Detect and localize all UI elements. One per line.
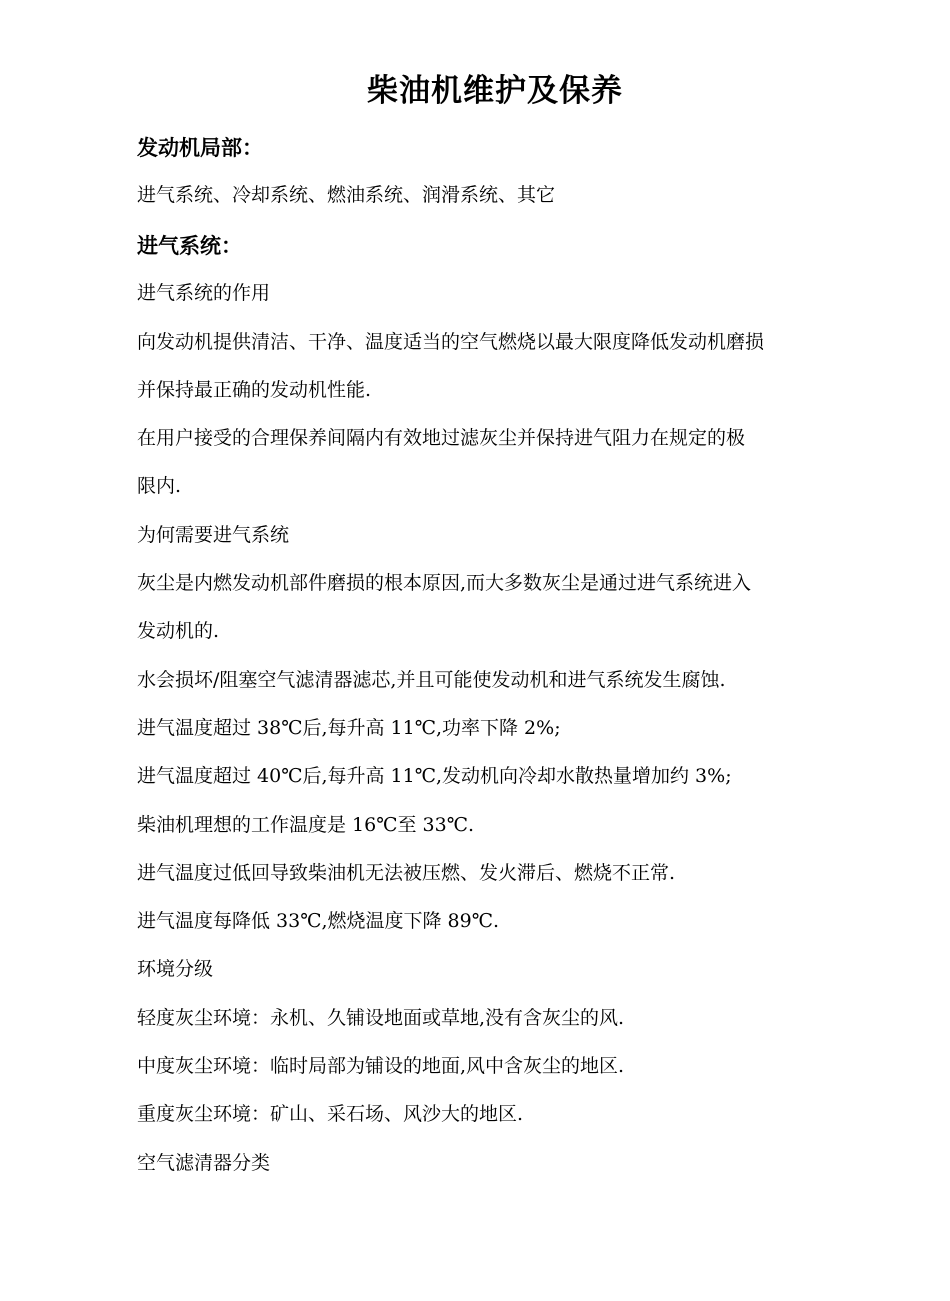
paragraph-line: 进气温度过低回导致柴油机无法被压燃、发火滞后、燃烧不正常. xyxy=(137,861,676,884)
paragraph-line: 进气温度每降低 33℃,燃烧温度下降 89℃. xyxy=(137,910,500,933)
paragraph-line: 环境分级 xyxy=(137,958,214,981)
page-title: 柴油机维护及保养 xyxy=(367,73,623,109)
paragraph-line: 并保持最正确的发动机性能. xyxy=(137,378,372,401)
paragraph-line: 进气系统、冷却系统、燃油系统、润滑系统、其它 xyxy=(137,184,556,206)
paragraph-line: 中度灰尘环境：临时局部为铺设的地面,风中含灰尘的地区. xyxy=(137,1055,625,1078)
paragraph-line: 在用户接受的合理保养间隔内有效地过滤灰尘并保持进气阻力在规定的极 xyxy=(137,427,746,450)
section-heading-intake-system: 进气系统： xyxy=(137,234,242,259)
paragraph-line: 灰尘是内燃发动机部件磨损的根本原因,而大多数灰尘是通过进气系统进入 xyxy=(137,572,752,595)
paragraph-line: 空气滤清器分类 xyxy=(137,1151,271,1174)
paragraph-line: 向发动机提供清洁、干净、温度适当的空气燃烧以最大限度降低发动机磨损 xyxy=(137,330,765,353)
paragraph-line: 重度灰尘环境：矿山、采石场、风沙大的地区. xyxy=(137,1103,524,1126)
paragraph-line: 进气系统的作用 xyxy=(137,282,271,305)
paragraph-line: 水会损坏/阻塞空气滤清器滤芯,并且可能使发动机和进气系统发生腐蚀. xyxy=(137,668,726,691)
paragraph-line: 轻度灰尘环境：永机、久铺设地面或草地,没有含灰尘的风. xyxy=(137,1006,625,1029)
paragraph-line: 发动机的. xyxy=(137,620,220,643)
section-heading-engine-parts: 发动机局部： xyxy=(137,136,263,160)
document-body xyxy=(137,125,867,1187)
paragraph-line: 为何需要进气系统 xyxy=(137,523,290,546)
paragraph-line: 进气温度超过 38℃后,每升高 11℃,功率下降 2%; xyxy=(137,716,561,739)
paragraph-line: 柴油机理想的工作温度是 16℃至 33℃. xyxy=(137,813,474,836)
paragraph-line: 限内. xyxy=(137,475,182,498)
paragraph-line: 进气温度超过 40℃后,每升高 11℃,发动机向冷却水散热量增加约 3%; xyxy=(137,765,732,788)
